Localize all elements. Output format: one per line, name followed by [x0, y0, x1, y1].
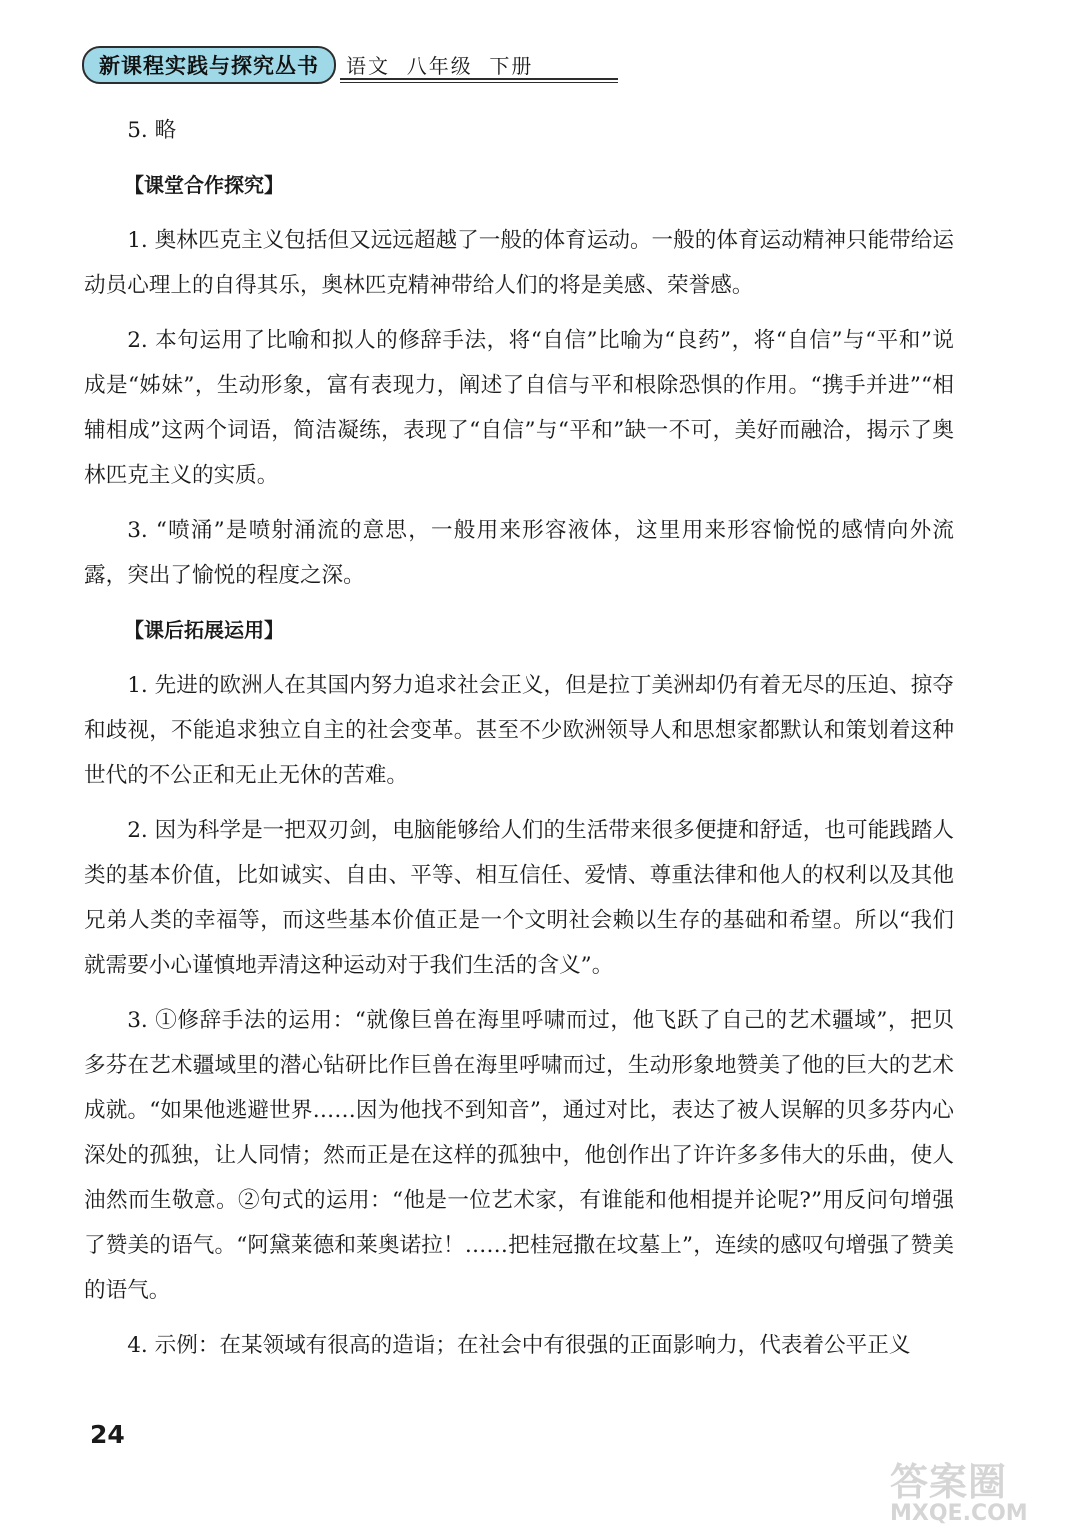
watermark-logo: [890, 1462, 1058, 1530]
section-heading: 【课堂合作探究】: [124, 173, 284, 197]
watermark-url: MXQE.COM: [890, 1501, 1028, 1526]
answer-content: [84, 108, 954, 1378]
answer-paragraph: 2. 因为科学是一把双刃剑，电脑能够给人们的生活带来很多便捷和舒适，也可能践踏人类的基本价值，比如诚实、自由、平等、相互信任、爱情、尊重法律和他人的权利以及其他兄弟人类的幸福等，而这些基本价值正是一个文明社会赖以生存的基础和希望。所以“我们就需要小心谨慎地弄清这种运动对于我们生活的含义”。: [84, 818, 954, 978]
answer-paragraph: 2. 本句运用了比喻和拟人的修辞手法，将“自信”比喻为“良药”，将“自信”与“平和”说成是“姊妹”，生动形象，富有表现力，阐述了自信与平和根除恐惧的作用。“携手并进”“相辅相成”这两个词语，简洁凝练，表现了“自信”与“平和”缺一不可，美好而融洽，揭示了奥林匹克主义的实质。: [84, 328, 954, 488]
series-title-badge: 新课程实践与探究丛书: [82, 46, 336, 84]
answer-paragraph: 3. “喷涌”是喷射涌流的意思，一般用来形容液体，这里用来形容愉悦的感情向外流露，突出了愉悦的程度之深。: [84, 518, 954, 588]
answer-paragraph: 3. ①修辞手法的运用：“就像巨兽在海里呼啸而过，他飞跃了自己的艺术疆域”，把贝多芬在艺术疆域里的潜心钻研比作巨兽在海里呼啸而过，生动形象地赞美了他的巨大的艺术成就。“如果他逃避世界……因为他找不到知音”，通过对比，表达了被人误解的贝多芬内心深处的孤独，让人同情；然而正是在这样的孤独中，他创作出了许许多多伟大的乐曲，使人油然而生敬意。②句式的运用：“他是一位艺术家，有谁能和他相提并论呢?”用反问句增强了赞美的语气。“阿黛莱德和莱奥诺拉！……把桂冠撒在坟墓上”，连续的感叹句增强了赞美的语气。: [84, 1008, 954, 1303]
header-rule-thin: [340, 82, 618, 83]
page-number: 24: [90, 1420, 125, 1449]
answer-paragraph: 1. 奥林匹克主义包括但又远远超越了一般的体育运动。一般的体育运动精神只能带给运动员心理上的自得其乐，奥林匹克精神带给人们的将是美感、荣誉感。: [84, 228, 954, 298]
watermark-text: 答案圈: [890, 1460, 1008, 1504]
subject-label: 语文 八年级 下册: [346, 54, 534, 78]
answer-paragraph: 5. 略: [127, 118, 177, 143]
answer-paragraph: 1. 先进的欧洲人在其国内努力追求社会正义，但是拉丁美洲却仍有着无尽的压迫、掠夺和歧视，不能追求独立自主的社会变革。甚至不少欧洲领导人和思想家都默认和策划着这种世代的不公正和无止无休的苦难。: [84, 673, 954, 788]
page-header: [82, 44, 542, 84]
answer-paragraph: 4. 示例：在某领域有很高的造诣；在社会中有很强的正面影响力，代表着公平正义: [127, 1333, 911, 1358]
section-heading: 【课后拓展运用】: [124, 618, 284, 642]
header-rule: [340, 78, 618, 80]
